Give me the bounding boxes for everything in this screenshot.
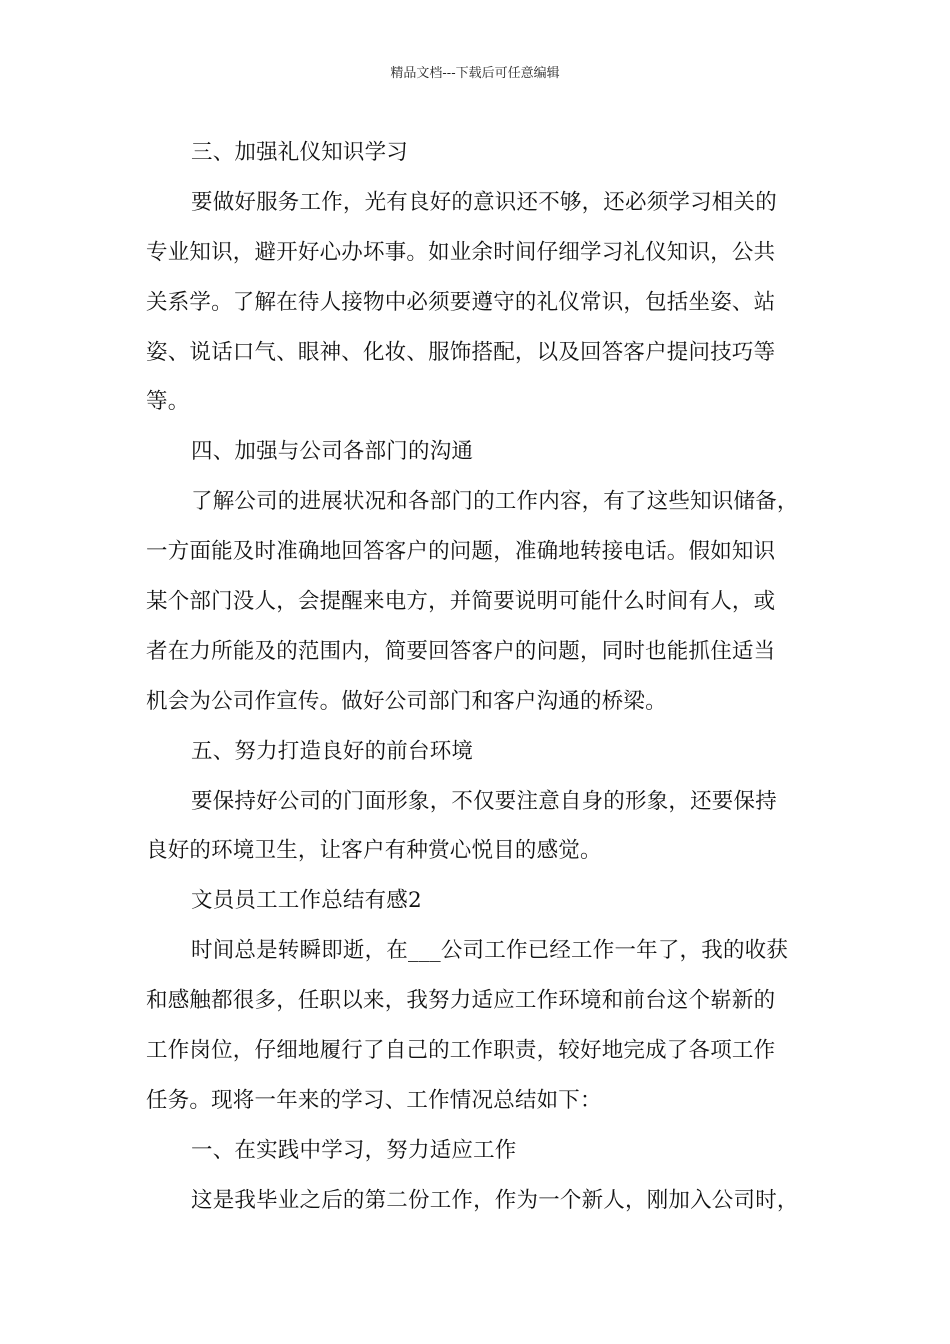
section-heading: 三、加强礼仪知识学习 [191, 140, 409, 165]
paragraph-line: 工作岗位，仔细地履行了自己的工作职责，较好地完成了各项工作 [146, 1038, 776, 1064]
section-heading: 五、努力打造良好的前台环境 [191, 738, 474, 764]
paragraph-line: 和感触都很多，任职以来，我努力适应工作环境和前台这个崭新的 [146, 988, 776, 1014]
paragraph-line: 专业知识，避开好心办坏事。如业余时间仔细学习礼仪知识，公共 [146, 239, 776, 265]
document-body [146, 128, 826, 1226]
paragraph-line: 关系学。了解在待人接物中必须要遵守的礼仪常识，包括坐姿、站 [146, 289, 776, 315]
paragraph-line: 姿、说话口气、眼神、化妆、服饰搭配，以及回答客户提问技巧等 [146, 339, 776, 365]
paragraph-line: 要做好服务工作，光有良好的意识还不够，还必须学习相关的 [191, 189, 777, 215]
paragraph-line: 要保持好公司的门面形象，不仅要注意自身的形象，还要保持 [191, 788, 777, 814]
paragraph-line: 等。 [146, 389, 190, 415]
paragraph-line: 一方面能及时准确地回答客户的问题，准确地转接电话。假如知识 [146, 539, 776, 565]
paragraph-line: 任务。现将一年来的学习、工作情况总结如下： [146, 1087, 602, 1113]
paragraph-line: 时间总是转瞬即逝，在___公司工作已经工作一年了，我的收获 [191, 938, 789, 964]
paragraph-line: 了解公司的进展状况和各部门的工作内容，有了这些知识储备， [191, 489, 799, 515]
section-heading: 一、在实践中学习，努力适应工作 [191, 1137, 517, 1163]
section-heading: 四、加强与公司各部门的沟通 [191, 439, 474, 465]
section-heading: 文员员工工作总结有感2 [191, 888, 422, 914]
paragraph-line: 良好的环境卫生，让客户有种赏心悦目的感觉。 [146, 838, 602, 864]
paragraph-line: 某个部门没人，会提醒来电方，并简要说明可能什么时间有人，或 [146, 589, 776, 615]
page-header: 精品文档---下载后可任意编辑 [390, 66, 560, 81]
paragraph-line: 者在力所能及的范围内，简要回答客户的问题，同时也能抓住适当 [146, 638, 776, 664]
paragraph-line: 机会为公司作宣传。做好公司部门和客户沟通的桥梁。 [146, 688, 667, 714]
paragraph-line: 这是我毕业之后的第二份工作，作为一个新人，刚加入公司时， [191, 1187, 799, 1213]
